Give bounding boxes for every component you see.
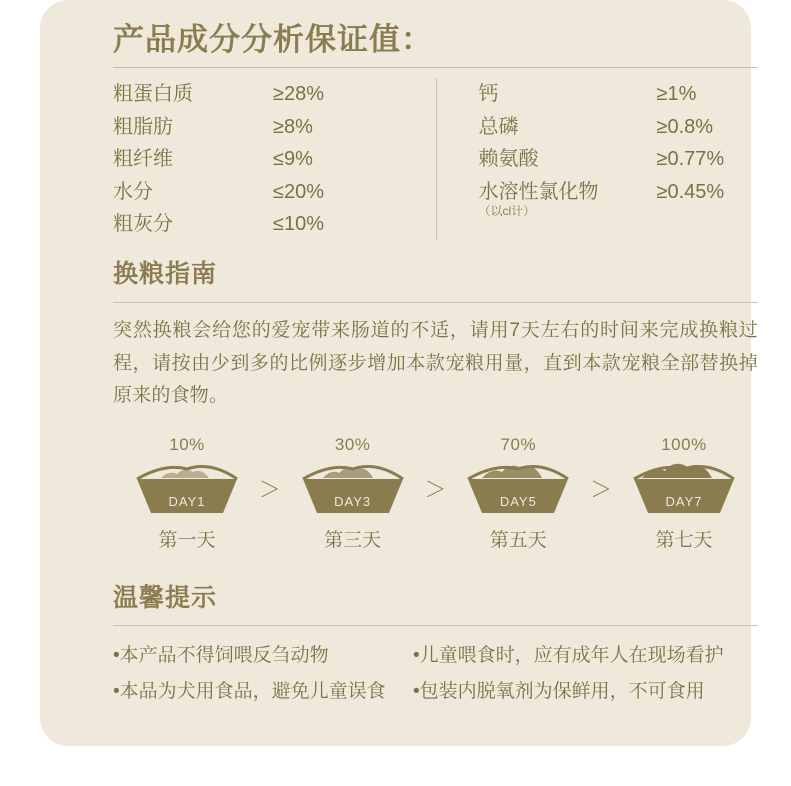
nutrient-name: 钙: [478, 83, 499, 106]
divider-tips: [113, 625, 758, 626]
step-day-cn: 第五天: [489, 529, 547, 551]
nutrient-value: ≤20%: [273, 180, 325, 203]
step-day-en: DAY3: [334, 493, 372, 509]
nutrition-title: 产品成分分析保证值：: [113, 22, 433, 57]
nutrient-name: 总磷: [478, 115, 519, 138]
tips-title: 温馨提示: [113, 583, 218, 612]
list-item: [113, 674, 758, 709]
nutrient-note: （以cl计）: [478, 203, 536, 218]
nutrition-table: [113, 78, 758, 240]
content-panel: [40, 0, 758, 746]
step-day-cn: 第七天: [655, 529, 713, 551]
step-day-en: DAY5: [499, 493, 537, 509]
nutrition-column-left: [113, 78, 436, 240]
nutrient-value: ≥0.77%: [656, 148, 725, 171]
nutrition-column-right: [436, 78, 759, 240]
step-day-cn: 第三天: [324, 529, 382, 551]
tip-text: •本产品不得饲喂反刍动物: [113, 645, 329, 667]
table-row: [479, 111, 759, 143]
table-row: [113, 143, 412, 175]
step-day-en: DAY7: [665, 493, 703, 509]
list-item: [113, 638, 758, 673]
nutrient-value: ≥0.45%: [656, 180, 725, 203]
table-row: [113, 78, 412, 110]
step-item: [458, 435, 578, 552]
nutrient-name: 赖氨酸: [478, 148, 539, 171]
nutrient-name: 粗纤维: [113, 148, 173, 171]
step-item: [127, 435, 247, 552]
nutrient-name: 粗蛋白质: [113, 83, 193, 106]
arrow-icon: ＞: [424, 476, 447, 502]
tip-text: •本品为犬用食品，避免儿童误食: [113, 680, 386, 702]
transition-paragraph: 突然换粮会给您的爱宠带来肠道的不适，请用7天左右的时间来完成换粮过程，请按由少到多的比例逐步增加本款宠粮用量，直到本款宠粮全部替换掉原来的食物。: [113, 319, 758, 407]
table-row: [113, 208, 412, 240]
nutrient-value: ≥28%: [273, 83, 325, 106]
bowl-icon: [458, 459, 578, 515]
step-day-en: DAY1: [168, 493, 206, 509]
bowl-icon: [127, 459, 247, 515]
nutrient-value: ≤9%: [273, 148, 313, 171]
nutrient-value: ≥1%: [656, 83, 697, 106]
bowl-icon: [293, 459, 413, 515]
table-row: [479, 143, 759, 175]
tips-list: [113, 638, 758, 708]
transition-steps: [127, 435, 744, 552]
step-percent: 10%: [169, 434, 205, 454]
step-percent: 30%: [334, 434, 371, 454]
nutrient-value: ≥0.8%: [656, 115, 714, 138]
tip-text: •儿童喂食时，应有成年人在现场看护: [413, 645, 724, 667]
divider-transition: [113, 302, 758, 303]
arrow-icon: ＞: [590, 476, 613, 502]
step-percent: 70%: [500, 434, 537, 454]
bowl-icon: [624, 459, 744, 515]
step-item: [624, 435, 744, 552]
table-row: [113, 111, 412, 143]
tip-text: •包装内脱氧剂为保鲜用，不可食用: [413, 680, 705, 702]
content-inner: [113, 18, 758, 709]
table-row: [479, 78, 759, 110]
nutrient-name: 水溶性氯化物: [478, 180, 599, 203]
nutrient-value: ≤10%: [273, 212, 325, 235]
nutrient-value: ≥8%: [273, 115, 313, 138]
divider-nutrition: [113, 67, 758, 68]
transition-title: 换粮指南: [113, 260, 218, 289]
nutrient-name: 粗灰分: [113, 212, 173, 235]
step-day-cn: 第一天: [158, 529, 216, 551]
nutrient-name: 粗脂肪: [113, 115, 173, 138]
step-percent: 100%: [661, 434, 707, 454]
arrow-icon: ＞: [258, 476, 281, 502]
table-row: [113, 176, 412, 208]
nutrient-name: 水分: [113, 180, 153, 203]
step-item: [293, 435, 413, 552]
